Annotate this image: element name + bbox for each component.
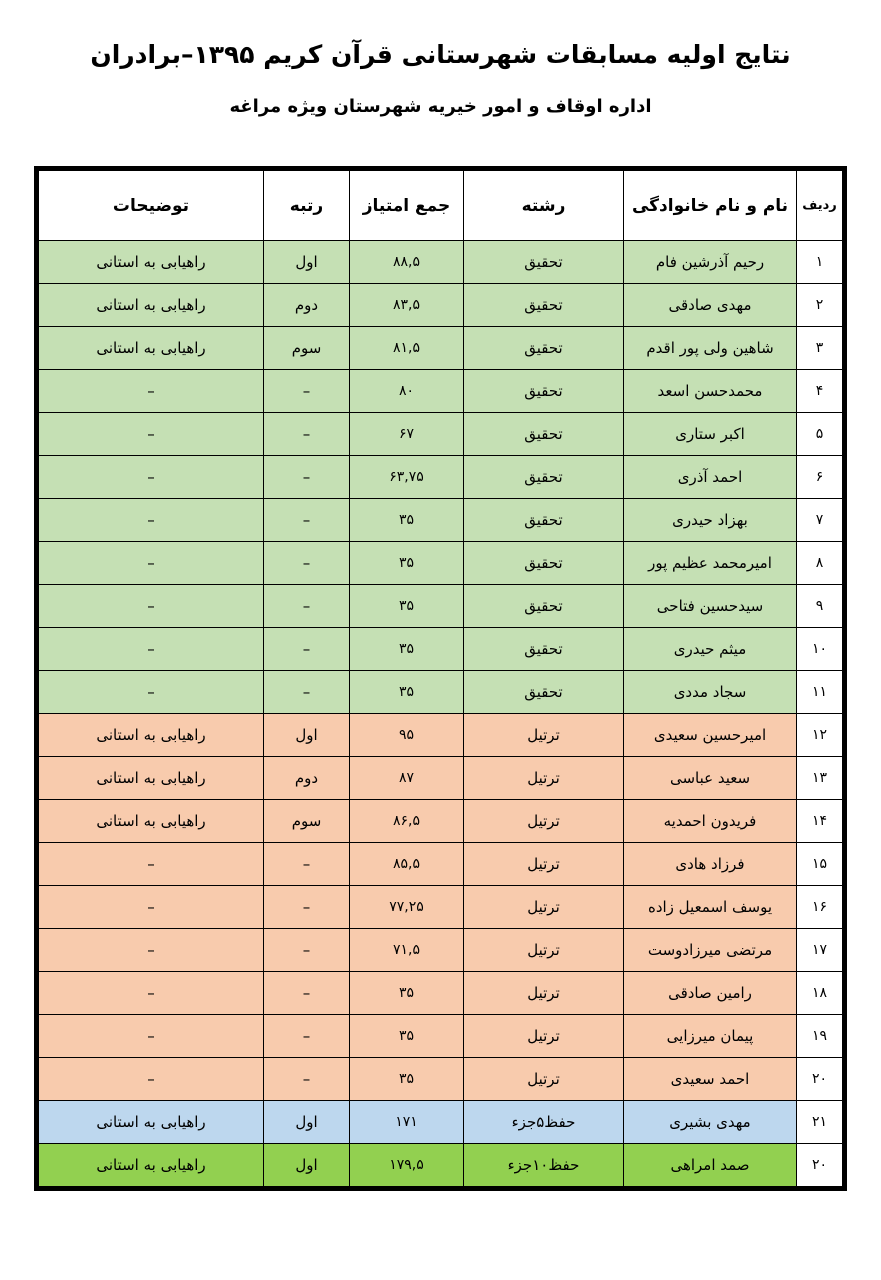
row-number-cell: ۵ (797, 413, 843, 456)
score-cell: ۱۷۹,۵ (350, 1144, 464, 1187)
score-cell: ۱۷۱ (350, 1101, 464, 1144)
table-row (39, 542, 843, 585)
table-row (39, 757, 843, 800)
notes-cell: راهیابی به استانی (39, 800, 264, 843)
notes-cell: – (39, 499, 264, 542)
row-number-cell: ۷ (797, 499, 843, 542)
score-cell: ۸۷ (350, 757, 464, 800)
field-cell: تحقیق (464, 456, 624, 499)
row-number-cell: ۲ (797, 284, 843, 327)
table-row (39, 628, 843, 671)
score-cell: ۳۵ (350, 972, 464, 1015)
field-cell: تحقیق (464, 671, 624, 714)
notes-cell: راهیابی به استانی (39, 757, 264, 800)
row-number-cell: ۱۲ (797, 714, 843, 757)
field-cell: تحقیق (464, 241, 624, 284)
rank-cell: – (264, 972, 350, 1015)
rank-cell: – (264, 1058, 350, 1101)
field-cell: تحقیق (464, 413, 624, 456)
score-cell: ۷۷,۲۵ (350, 886, 464, 929)
score-cell: ۳۵ (350, 585, 464, 628)
row-number-cell: ۶ (797, 456, 843, 499)
table-row (39, 972, 843, 1015)
row-number-cell: ۳ (797, 327, 843, 370)
rank-cell: – (264, 370, 350, 413)
field-cell: حفظ۱۰جزء (464, 1144, 624, 1187)
row-number-cell: ۸ (797, 542, 843, 585)
table-row (39, 585, 843, 628)
field-cell: تحقیق (464, 585, 624, 628)
table-row (39, 1015, 843, 1058)
rank-cell: – (264, 929, 350, 972)
notes-cell: – (39, 585, 264, 628)
name-cell: سیدحسین فتاحی (624, 585, 797, 628)
score-cell: ۸۸,۵ (350, 241, 464, 284)
rank-cell: اول (264, 1144, 350, 1187)
rank-cell: – (264, 628, 350, 671)
column-header-rank: رتبه (264, 171, 350, 241)
score-cell: ۳۵ (350, 499, 464, 542)
name-cell: سعید عباسی (624, 757, 797, 800)
score-cell: ۳۵ (350, 542, 464, 585)
name-cell: یوسف اسمعیل زاده (624, 886, 797, 929)
notes-cell: راهیابی به استانی (39, 1144, 264, 1187)
field-cell: تحقیق (464, 284, 624, 327)
row-number-cell: ۱۷ (797, 929, 843, 972)
score-cell: ۳۵ (350, 628, 464, 671)
score-cell: ۳۵ (350, 1058, 464, 1101)
notes-cell: راهیابی به استانی (39, 284, 264, 327)
rank-cell: سوم (264, 327, 350, 370)
row-number-cell: ۱۳ (797, 757, 843, 800)
rank-cell: – (264, 886, 350, 929)
row-number-cell: ۱۴ (797, 800, 843, 843)
score-cell: ۸۵,۵ (350, 843, 464, 886)
field-cell: ترتیل (464, 714, 624, 757)
rank-cell: – (264, 456, 350, 499)
table-header-row (39, 171, 843, 241)
column-header-row-number: ردیف (797, 171, 843, 241)
table-row (39, 499, 843, 542)
score-cell: ۶۷ (350, 413, 464, 456)
field-cell: تحقیق (464, 628, 624, 671)
row-number-cell: ۱۶ (797, 886, 843, 929)
name-cell: فرزاد هادی (624, 843, 797, 886)
column-header-score: جمع امتیاز (350, 171, 464, 241)
name-cell: شاهین ولی پور اقدم (624, 327, 797, 370)
row-number-cell: ۲۰ (797, 1058, 843, 1101)
rank-cell: – (264, 843, 350, 886)
table-row (39, 886, 843, 929)
rank-cell: – (264, 413, 350, 456)
rank-cell: اول (264, 1101, 350, 1144)
rank-cell: – (264, 585, 350, 628)
score-cell: ۸۱,۵ (350, 327, 464, 370)
row-number-cell: ۱۹ (797, 1015, 843, 1058)
results-table (34, 166, 847, 1191)
score-cell: ۶۳,۷۵ (350, 456, 464, 499)
name-cell: میثم حیدری (624, 628, 797, 671)
notes-cell: – (39, 413, 264, 456)
field-cell: تحقیق (464, 370, 624, 413)
field-cell: ترتیل (464, 800, 624, 843)
name-cell: مرتضی میرزادوست (624, 929, 797, 972)
name-cell: احمد آذری (624, 456, 797, 499)
page-title: نتایج اولیه مسابقات شهرستانی قرآن کریم ۱۳۹۵–برادران (90, 40, 791, 69)
notes-cell: – (39, 370, 264, 413)
name-cell: رحیم آذرشین فام (624, 241, 797, 284)
notes-cell: – (39, 542, 264, 585)
row-number-cell: ۱۰ (797, 628, 843, 671)
name-cell: صمد امراهی (624, 1144, 797, 1187)
notes-cell: – (39, 1058, 264, 1101)
table-row (39, 456, 843, 499)
score-cell: ۸۰ (350, 370, 464, 413)
field-cell: ترتیل (464, 929, 624, 972)
score-cell: ۸۶,۵ (350, 800, 464, 843)
row-number-cell: ۱۸ (797, 972, 843, 1015)
score-cell: ۳۵ (350, 1015, 464, 1058)
name-cell: مهدی بشیری (624, 1101, 797, 1144)
table-row (39, 1144, 843, 1187)
table-row (39, 370, 843, 413)
notes-cell: – (39, 671, 264, 714)
row-number-cell: ۱۵ (797, 843, 843, 886)
field-cell: ترتیل (464, 843, 624, 886)
field-cell: ترتیل (464, 757, 624, 800)
table-row (39, 714, 843, 757)
rank-cell: – (264, 671, 350, 714)
table-row (39, 284, 843, 327)
column-header-field: رشته (464, 171, 624, 241)
table-row (39, 929, 843, 972)
table-row (39, 327, 843, 370)
score-cell: ۷۱,۵ (350, 929, 464, 972)
name-cell: بهزاد حیدری (624, 499, 797, 542)
score-cell: ۳۵ (350, 671, 464, 714)
rank-cell: دوم (264, 284, 350, 327)
row-number-cell: ۱ (797, 241, 843, 284)
table-row (39, 1101, 843, 1144)
notes-cell: – (39, 929, 264, 972)
table-row (39, 413, 843, 456)
notes-cell: – (39, 843, 264, 886)
table-row (39, 800, 843, 843)
score-cell: ۸۳,۵ (350, 284, 464, 327)
rank-cell: سوم (264, 800, 350, 843)
notes-cell: راهیابی به استانی (39, 241, 264, 284)
rank-cell: اول (264, 714, 350, 757)
name-cell: امیرحسین سعیدی (624, 714, 797, 757)
field-cell: تحقیق (464, 542, 624, 585)
row-number-cell: ۲۱ (797, 1101, 843, 1144)
name-cell: سجاد مددی (624, 671, 797, 714)
notes-cell: راهیابی به استانی (39, 327, 264, 370)
rank-cell: اول (264, 241, 350, 284)
notes-cell: – (39, 1015, 264, 1058)
notes-cell: – (39, 628, 264, 671)
field-cell: تحقیق (464, 499, 624, 542)
row-number-cell: ۱۱ (797, 671, 843, 714)
rank-cell: – (264, 1015, 350, 1058)
name-cell: محمدحسن اسعد (624, 370, 797, 413)
name-cell: اکبر ستاری (624, 413, 797, 456)
rank-cell: دوم (264, 757, 350, 800)
name-cell: امیرمحمد عظیم پور (624, 542, 797, 585)
row-number-cell: ۲۰ (797, 1144, 843, 1187)
name-cell: مهدی صادقی (624, 284, 797, 327)
rank-cell: – (264, 542, 350, 585)
notes-cell: – (39, 886, 264, 929)
table-body (39, 241, 843, 1187)
field-cell: ترتیل (464, 972, 624, 1015)
column-header-notes: توضیحات (39, 171, 264, 241)
field-cell: ترتیل (464, 1058, 624, 1101)
notes-cell: راهیابی به استانی (39, 714, 264, 757)
row-number-cell: ۴ (797, 370, 843, 413)
name-cell: پیمان میرزایی (624, 1015, 797, 1058)
column-header-name: نام و نام خانوادگی (624, 171, 797, 241)
notes-cell: – (39, 972, 264, 1015)
field-cell: ترتیل (464, 886, 624, 929)
table-row (39, 843, 843, 886)
table-row (39, 671, 843, 714)
rank-cell: – (264, 499, 350, 542)
field-cell: ترتیل (464, 1015, 624, 1058)
page-subtitle: اداره اوقاف و امور خیریه شهرستان ویژه مراغه (229, 96, 652, 117)
notes-cell: راهیابی به استانی (39, 1101, 264, 1144)
name-cell: رامین صادقی (624, 972, 797, 1015)
table-row (39, 1058, 843, 1101)
name-cell: فریدون احمدیه (624, 800, 797, 843)
table-row (39, 241, 843, 284)
row-number-cell: ۹ (797, 585, 843, 628)
field-cell: حفظ۵جزء (464, 1101, 624, 1144)
field-cell: تحقیق (464, 327, 624, 370)
score-cell: ۹۵ (350, 714, 464, 757)
name-cell: احمد سعیدی (624, 1058, 797, 1101)
notes-cell: – (39, 456, 264, 499)
